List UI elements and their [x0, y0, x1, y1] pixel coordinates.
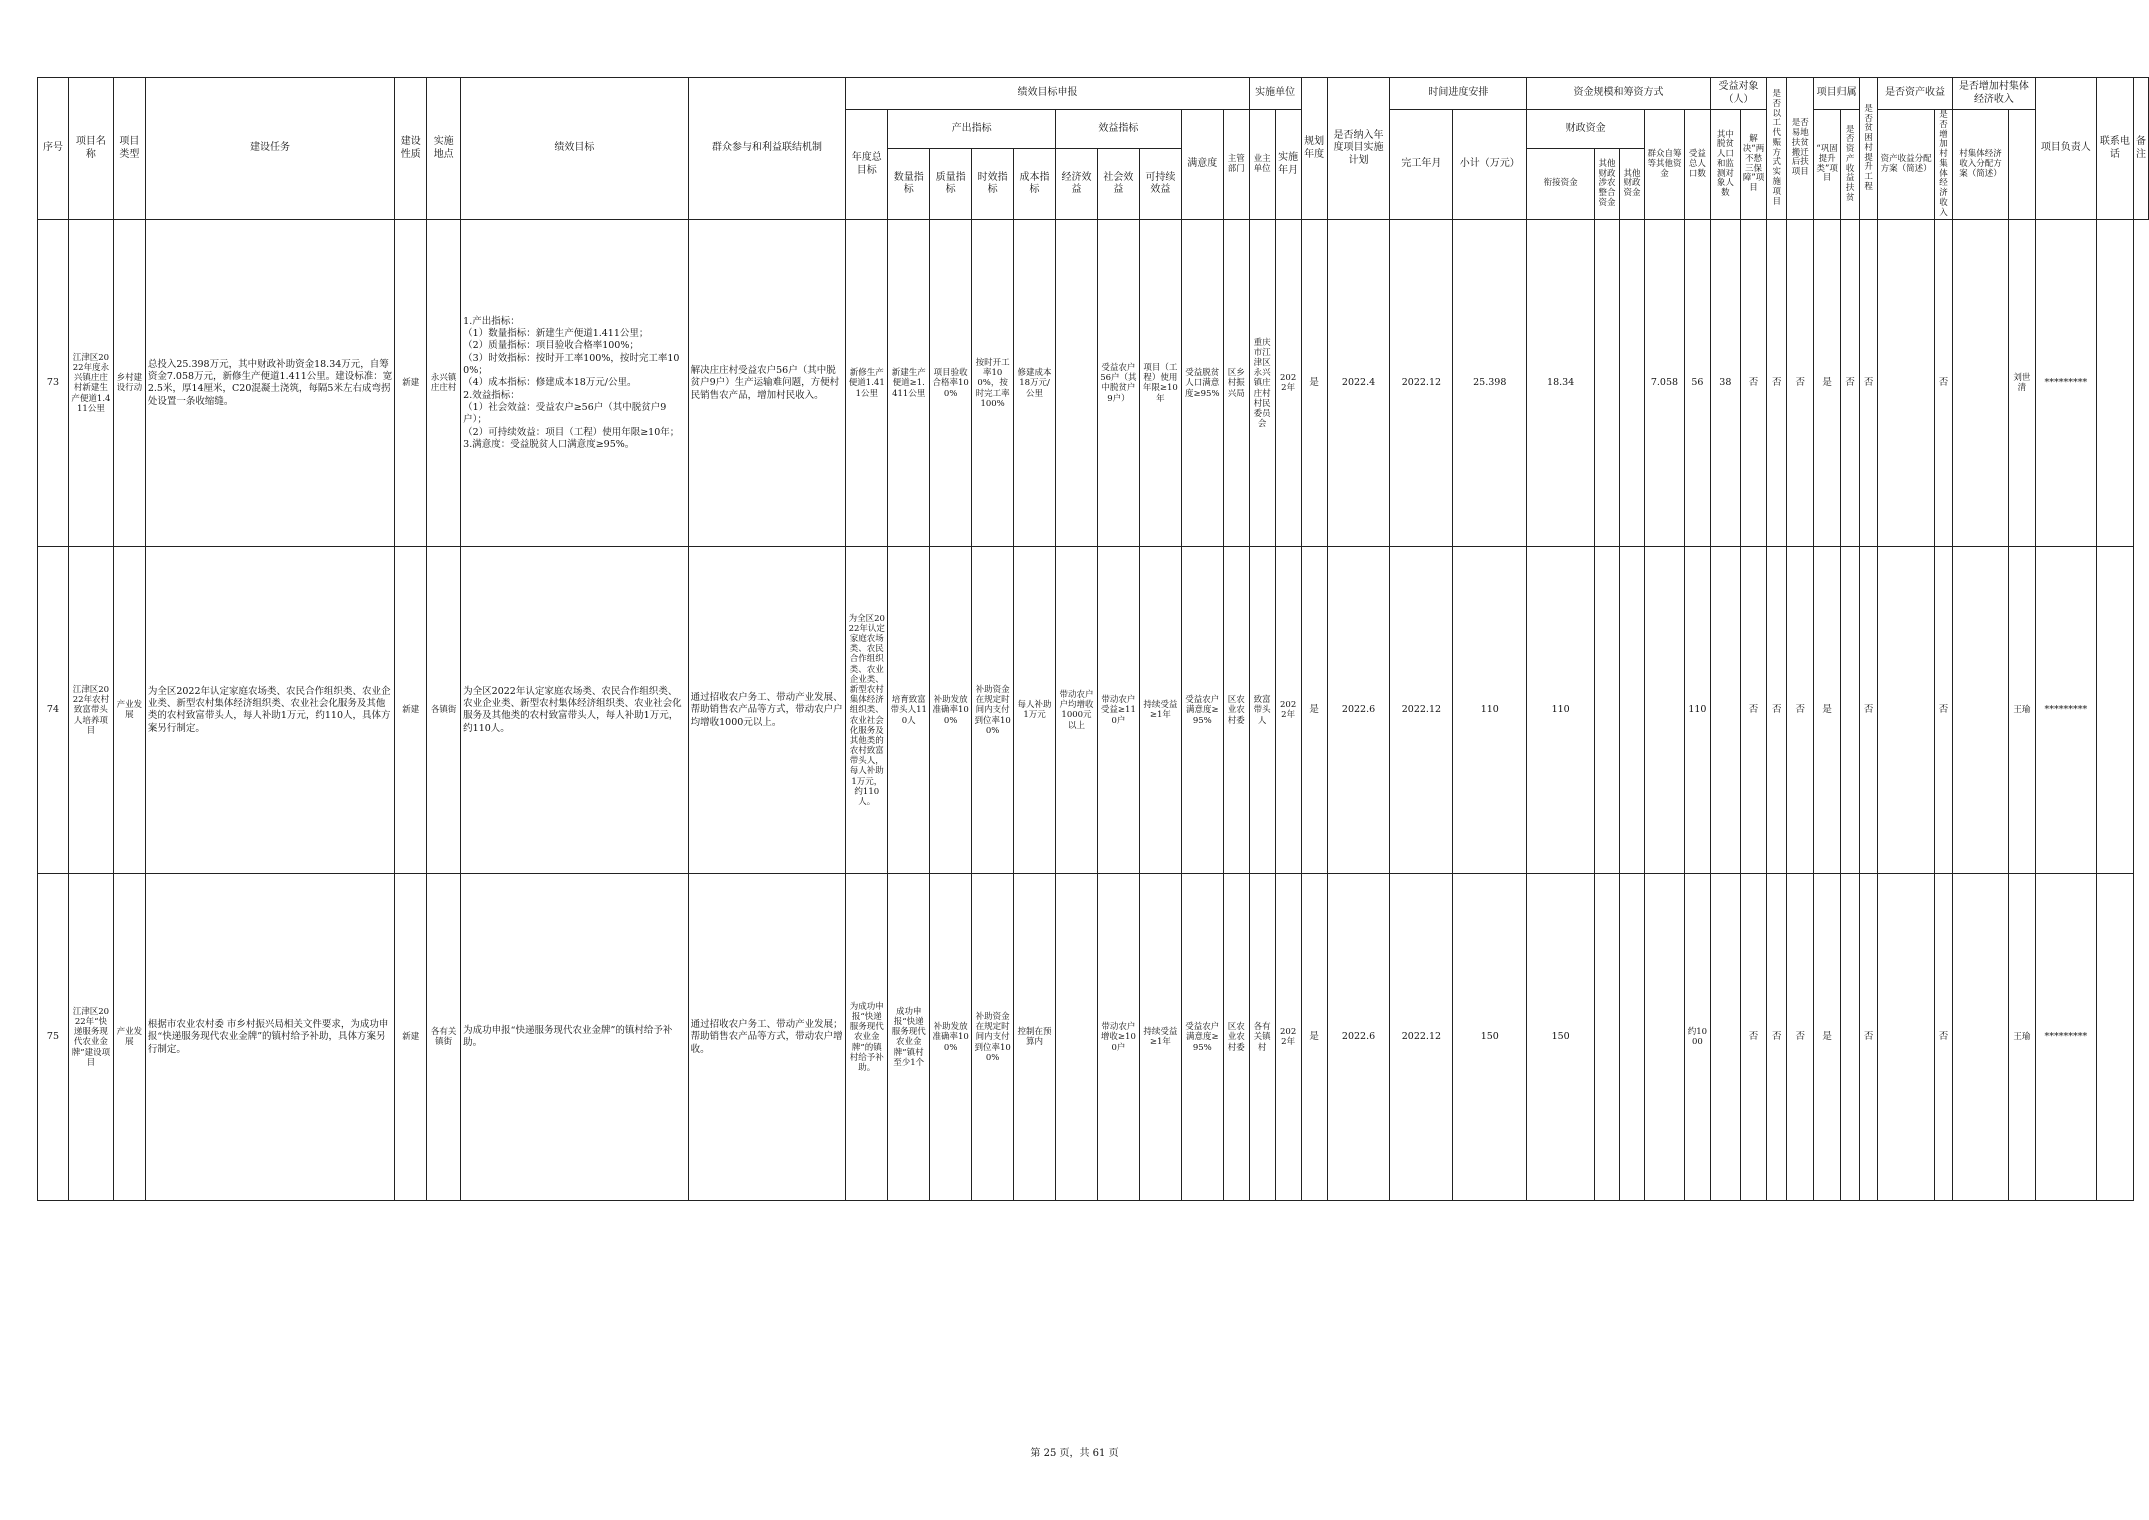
header-other-agri: 其他财政涉农整合资金 [1595, 148, 1620, 220]
cell-start: 2022.6 [1327, 874, 1390, 1201]
header-remark: 备注 [2134, 78, 2149, 220]
cell-timeliness: 补助资金在规定时间内支付到位率100% [972, 874, 1014, 1201]
header-location: 实施地点 [427, 78, 461, 220]
table-row [38, 220, 2149, 547]
cell-econ [1056, 874, 1098, 1201]
cell-other-agri [1595, 874, 1620, 1201]
cell-nature: 新建 [395, 874, 427, 1201]
cell-timeliness: 按时开工率100%，按时完工率100% [972, 220, 1014, 547]
cell-in-plan: 是 [1301, 874, 1327, 1201]
cell-satisfaction: 受益农户满意度≥95% [1181, 874, 1223, 1201]
cell-other-fiscal [1620, 874, 1645, 1201]
cell-village-road: 否 [1841, 220, 1860, 547]
cell-econ: 带动农户户均增收1000元以上 [1056, 547, 1098, 874]
header-other-fiscal: 其他财政资金 [1620, 148, 1645, 220]
cell-work-relief: 否 [1740, 874, 1766, 1201]
header-nature: 建设性质 [395, 78, 427, 220]
cell-work-relief: 否 [1740, 547, 1766, 874]
header-benefit-group: 效益指标 [1056, 110, 1182, 149]
header-timeliness: 时效指标 [972, 148, 1014, 220]
header-seq: 序号 [38, 78, 69, 220]
header-collective-inc: 是否增加村集体经济收入 [1935, 110, 1953, 220]
header-owner: 业主单位 [1249, 110, 1275, 220]
header-in-plan: 是否纳入年度项目实施计划 [1327, 78, 1390, 220]
cell-timeliness: 补助资金在规定时间内支付到位率100% [972, 547, 1014, 874]
cell-qty: 培育致富带头人110人 [888, 547, 930, 874]
header-econ: 经济效益 [1056, 148, 1098, 220]
cell-other-fiscal [1620, 547, 1645, 874]
cell-mechanism: 通过招收农户务工、带动产业发展；帮助销售农产品等方式，带动农户增收。 [688, 874, 846, 1201]
cell-phone: ********* [2035, 220, 2096, 547]
cell-start: 2022.4 [1327, 220, 1390, 547]
cell-eastwest: 否 [1767, 874, 1787, 1201]
cell-task: 总投入25.398万元，其中财政补助资金18.34万元，自筹资金7.058万元，新修生产便道1.411公里。建设标准：宽2.5米，厚14厘米，C20混凝土浇筑，每隔5米左右成弯拐处设置一条收缩缝。 [145, 220, 394, 547]
cell-cost: 控制在预算内 [1014, 874, 1056, 1201]
cell-remark [2096, 874, 2133, 1201]
cell-other-fiscal [1620, 220, 1645, 547]
header-annual-goal: 年度总目标 [846, 110, 888, 220]
cell-total-pop: 110 [1684, 547, 1710, 874]
cell-cost: 修建成本18万元/公里 [1014, 220, 1056, 547]
cell-nature: 新建 [395, 547, 427, 874]
cell-poor-pop: 38 [1710, 220, 1740, 547]
header-eastwest: 是否易地扶贫搬迁后扶项目 [1787, 78, 1814, 220]
cell-annual-goal: 新修生产便道1.411公里 [846, 220, 888, 547]
header-poor-pop: 其中脱贫人口和监测对象人数 [1710, 110, 1740, 220]
cell-other-agri [1595, 547, 1620, 874]
cell-owner: 致富带头人 [1249, 547, 1275, 874]
header-schedule-group: 时间进度安排 [1390, 78, 1527, 110]
cell-type: 产业发展 [113, 547, 145, 874]
cell-asset-plan [1878, 874, 1935, 1201]
cell-poor-pop [1710, 547, 1740, 874]
cell-phone: ********* [2035, 874, 2096, 1201]
cell-consolidate: 是 [1814, 874, 1841, 1201]
cell-qty: 新建生产便道≥1.411公里 [888, 220, 930, 547]
cell-asset-plan [1878, 547, 1935, 874]
cell-finish: 2022.12 [1390, 220, 1453, 547]
header-social: 社会效益 [1097, 148, 1139, 220]
cell-type: 乡村建设行动 [113, 220, 145, 547]
header-cat-group: 项目归属 [1814, 78, 1860, 110]
header-dept: 主管部门 [1223, 110, 1249, 220]
header-qty: 数量指标 [888, 148, 930, 220]
cell-consolidate: 是 [1814, 220, 1841, 547]
header-fiscal-group: 财政资金 [1527, 110, 1645, 149]
header-output-group: 产出指标 [888, 110, 1056, 149]
project-table [37, 77, 2149, 1201]
cell-goal: 1.产出指标： （1）数量指标：新建生产便道1.411公里； （2）质量指标：项目验收合格率100%； （3）时效指标：按时开工率100%，按时完工率100%； （4）成本指标：修建成本18万元/公里。 2.效益指标： （1）社会效益：受益农户≥56户（其中脱贫户9户）； （2）可持续效益：项目（工程）使用年限≥10年； 3.满意度：受益脱贫人口满意度≥95%。 [461, 220, 688, 547]
cell-collective-plan [1953, 547, 2009, 874]
cell-location: 各有关镇街 [427, 874, 461, 1201]
header-finish: 完工年月 [1390, 110, 1453, 220]
header-sustain: 可持续效益 [1139, 148, 1181, 220]
cell-linked: 110 [1527, 547, 1595, 874]
header-linked: 衔接资金 [1527, 148, 1595, 220]
header-village-road: 是否贫困村提升工程 [1860, 78, 1878, 220]
header-cost: 成本指标 [1014, 148, 1056, 220]
cell-other-agri [1595, 220, 1620, 547]
cell-collective-inc: 否 [1935, 547, 1953, 874]
cell-finish: 2022.12 [1390, 547, 1453, 874]
cell-mechanism: 解决庄庄村受益农户56户（其中脱贫户9户）生产运输难问题，方便村民销售农产品，增加村民收入。 [688, 220, 846, 547]
cell-goal: 为全区2022年认定家庭农场类、农民合作组织类、农业企业类、新型农村集体经济组织类、农业社会化服务及其他类的农村致富带头人，每人补助1万元，约110人。 [461, 547, 688, 874]
header-asset-poverty: 是否资产收益扶贫 [1841, 110, 1860, 220]
cell-subtotal: 150 [1453, 874, 1527, 1201]
cell-phone: ********* [2035, 547, 2096, 874]
cell-poor-pop [1710, 874, 1740, 1201]
cell-eastwest: 否 [1767, 220, 1787, 547]
header-collective-plan: 村集体经济收入分配方案（简述） [1953, 110, 2009, 220]
cell-sustain: 项目（工程）使用年限≥10年 [1139, 220, 1181, 547]
cell-satisfaction: 受益农户满意度≥95% [1181, 547, 1223, 874]
header-task: 建设任务 [145, 78, 394, 220]
cell-sustain: 持续受益≥1年 [1139, 874, 1181, 1201]
cell-name: 江津区2022年度永兴镇庄庄村新建生产便道1.411公里 [68, 220, 113, 547]
header-mechanism: 群众参与和利益联结机制 [688, 78, 846, 220]
cell-remark [2096, 547, 2133, 874]
header-work-relief: 是否以工代赈方式实施项目 [1767, 78, 1787, 220]
header-two-no-worry: 解决“两不愁三保障”项目 [1740, 110, 1766, 220]
cell-sustain: 持续受益≥1年 [1139, 547, 1181, 874]
cell-eastwest: 否 [1767, 547, 1787, 874]
header-asset-group: 是否资产收益 [1878, 78, 1953, 110]
cell-owner: 重庆市江津区永兴镇庄庄村村民委员会 [1249, 220, 1275, 547]
table-row [38, 547, 2149, 874]
cell-quality: 项目验收合格率100% [930, 220, 972, 547]
cell-asset-poverty: 否 [1860, 547, 1878, 874]
cell-seq: 75 [38, 874, 69, 1201]
header-goal: 绩效目标 [461, 78, 688, 220]
cell-asset-poverty: 否 [1860, 874, 1878, 1201]
cell-manager: 王瑜 [2008, 547, 2035, 874]
header-benefit-obj-group: 受益对象（人） [1710, 78, 1766, 110]
cell-dept: 区农业农村委 [1223, 547, 1249, 874]
cell-in-plan: 是 [1301, 547, 1327, 874]
cell-self-raised [1645, 874, 1685, 1201]
header-start: 实施年月 [1275, 110, 1301, 220]
cell-location: 各镇街 [427, 547, 461, 874]
table-row [38, 874, 2149, 1201]
cell-seq: 73 [38, 220, 69, 547]
cell-name: 江津区2022年农村致富带头人培养项目 [68, 547, 113, 874]
cell-collective-plan [1953, 874, 2009, 1201]
cell-qty: 成功申报“快递服务现代农业金牌”镇村至少1个 [888, 874, 930, 1201]
header-subtotal: 小计（万元） [1453, 110, 1527, 220]
cell-social: 带动农户受益≥110户 [1097, 547, 1139, 874]
cell-goal: 为成功申报“快递服务现代农业金牌”的镇村给予补助。 [461, 874, 688, 1201]
cell-social: 带动农户增收≥100户 [1097, 874, 1139, 1201]
cell-manager: 刘世清 [2008, 220, 2035, 547]
cell-in-plan: 是 [1301, 220, 1327, 547]
cell-total-pop: 56 [1684, 220, 1710, 547]
cell-type: 产业发展 [113, 874, 145, 1201]
header-self-raised: 群众自筹等其他资金 [1645, 110, 1685, 220]
cell-asset-poverty: 否 [1860, 220, 1878, 547]
cell-task: 根据市农业农村委 市乡村振兴局相关文件要求，为成功申报“快递服务现代农业金牌”的镇村给予补助，具体方案另行制定。 [145, 874, 394, 1201]
cell-subtotal: 110 [1453, 547, 1527, 874]
cell-seq: 74 [38, 547, 69, 874]
cell-annual-goal: 为全区2022年认定家庭农场类、农民合作组织类、农业企业类、新型农村集体经济组织类、农业社会化服务及其他类的农村致富带头人，每人补助1万元，约110人。 [846, 547, 888, 874]
cell-social: 受益农户56户（其中脱贫户9户） [1097, 220, 1139, 547]
cell-asset-plan [1878, 220, 1935, 547]
cell-total-pop: 约1000 [1684, 874, 1710, 1201]
cell-village-road [1841, 547, 1860, 874]
cell-econ [1056, 220, 1098, 547]
header-perf-group: 绩效目标申报 [846, 78, 1249, 110]
header-type: 项目类型 [113, 78, 145, 220]
cell-linked: 18.34 [1527, 220, 1595, 547]
header-phone: 联系电话 [2096, 78, 2133, 220]
cell-location: 永兴镇庄庄村 [427, 220, 461, 547]
cell-work-relief: 否 [1740, 220, 1766, 547]
cell-consolidate: 是 [1814, 547, 1841, 874]
cell-plan-year: 2022年 [1275, 547, 1301, 874]
cell-quality: 补助发放准确率100% [930, 547, 972, 874]
cell-linked: 150 [1527, 874, 1595, 1201]
cell-nature: 新建 [395, 220, 427, 547]
header-name: 项目名称 [68, 78, 113, 220]
cell-cost: 每人补助1万元 [1014, 547, 1056, 874]
header-fund-group: 资金规模和筹资方式 [1527, 78, 1711, 110]
cell-subtotal: 25.398 [1453, 220, 1527, 547]
cell-collective-inc: 否 [1935, 220, 1953, 547]
cell-two-no-worry: 否 [1787, 220, 1814, 547]
header-consolidate: “巩固提升类”项目 [1814, 110, 1841, 220]
cell-satisfaction: 受益脱贫人口满意度≥95% [1181, 220, 1223, 547]
cell-self-raised [1645, 547, 1685, 874]
cell-quality: 补助发放准确率100% [930, 874, 972, 1201]
header-unit-group: 实施单位 [1249, 78, 1301, 110]
cell-collective-plan [1953, 220, 2009, 547]
cell-plan-year: 2022年 [1275, 220, 1301, 547]
header-asset-plan: 资产收益分配方案（简述） [1878, 110, 1935, 220]
header-plan-year: 规划年度 [1301, 78, 1327, 220]
header-manager: 项目负责人 [2035, 78, 2096, 220]
cell-two-no-worry: 否 [1787, 874, 1814, 1201]
cell-remark [2096, 220, 2133, 547]
cell-collective-inc: 否 [1935, 874, 1953, 1201]
header-total-pop: 受益总人口数 [1684, 110, 1710, 220]
cell-task: 为全区2022年认定家庭农场类、农民合作组织类、农业企业类、新型农村集体经济组织类、农业社会化服务及其他类的农村致富带头人，每人补助1万元，约110人，具体方案另行制定。 [145, 547, 394, 874]
cell-mechanism: 通过招收农户务工、带动产业发展、帮助销售农产品等方式，带动农户户均增收1000元以上。 [688, 547, 846, 874]
header-collective-group: 是否增加村集体经济收入 [1953, 78, 2036, 110]
cell-dept: 区农业农村委 [1223, 874, 1249, 1201]
cell-start: 2022.6 [1327, 547, 1390, 874]
page-footer: 第 25 页，共 61 页 [1030, 1448, 1119, 1459]
cell-finish: 2022.12 [1390, 874, 1453, 1201]
cell-dept: 区乡村振兴局 [1223, 220, 1249, 547]
cell-annual-goal: 为成功申报“快递服务现代农业金牌”的镇村给予补助。 [846, 874, 888, 1201]
header-satisfaction: 满意度 [1181, 110, 1223, 220]
cell-manager: 王瑜 [2008, 874, 2035, 1201]
cell-self-raised: 7.058 [1645, 220, 1685, 547]
cell-two-no-worry: 否 [1787, 547, 1814, 874]
cell-owner: 各有关镇村 [1249, 874, 1275, 1201]
cell-plan-year: 2022年 [1275, 874, 1301, 1201]
cell-name: 江津区2022年“快递服务现代农业金牌”建设项目 [68, 874, 113, 1201]
cell-village-road [1841, 874, 1860, 1201]
header-quality: 质量指标 [930, 148, 972, 220]
